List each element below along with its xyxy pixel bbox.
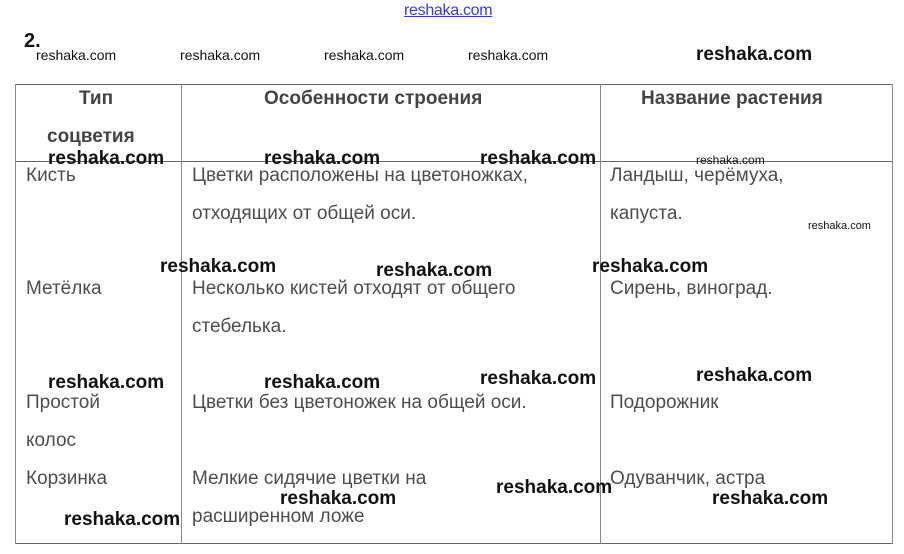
table-top-border bbox=[15, 84, 893, 85]
header-features: Особенности строения bbox=[264, 88, 483, 109]
row1-plants-line1: Ландыш, черёмуха, bbox=[610, 165, 784, 186]
watermark: reshaka.com bbox=[324, 47, 405, 63]
watermark: reshaka.com bbox=[496, 477, 613, 498]
row4-features-line2: расширенном ложе bbox=[192, 506, 365, 527]
task-number: 2. bbox=[24, 30, 41, 52]
watermark: reshaka.com bbox=[264, 372, 381, 393]
table-right-border bbox=[892, 84, 893, 544]
watermark: reshaka.com bbox=[480, 148, 597, 169]
watermark: reshaka.com bbox=[48, 148, 165, 169]
watermark: reshaka.com bbox=[696, 365, 813, 386]
watermark: reshaka.com bbox=[808, 220, 871, 232]
watermark: reshaka.com bbox=[376, 260, 493, 281]
watermark: reshaka.com bbox=[160, 256, 277, 277]
watermark: reshaka.com bbox=[48, 372, 165, 393]
row1-features-line2: отходящих от общей оси. bbox=[192, 203, 417, 224]
row3-type-line1: Простой bbox=[26, 392, 100, 413]
row4-type: Корзинка bbox=[26, 468, 108, 489]
watermark: reshaka.com bbox=[468, 47, 549, 63]
site-link[interactable]: reshaka.com bbox=[404, 2, 493, 19]
table-left-border bbox=[15, 84, 16, 544]
row4-features-line1: Мелкие сидячие цветки на bbox=[192, 468, 427, 489]
watermark: reshaka.com bbox=[64, 509, 181, 530]
watermark: reshaka.com bbox=[696, 153, 765, 167]
watermark: reshaka.com bbox=[712, 488, 829, 509]
table-bottom-border bbox=[15, 543, 893, 544]
row3-type-line2: колос bbox=[26, 430, 77, 451]
header-type-line1: Тип bbox=[79, 88, 114, 109]
row1-plants-line2: капуста. bbox=[610, 203, 683, 224]
watermark: reshaka.com bbox=[36, 47, 117, 63]
watermark: reshaka.com bbox=[280, 488, 397, 509]
row1-type: Кисть bbox=[26, 165, 76, 186]
row2-features-line1: Несколько кистей отходят от общего bbox=[192, 278, 516, 299]
watermark: reshaka.com bbox=[696, 44, 813, 65]
watermark: reshaka.com bbox=[592, 256, 709, 277]
row2-type: Метёлка bbox=[26, 278, 102, 299]
table-col-divider-1 bbox=[181, 84, 182, 544]
table-col-divider-2 bbox=[600, 84, 601, 544]
header-type-line2: соцветия bbox=[47, 126, 135, 147]
watermark: reshaka.com bbox=[480, 368, 597, 389]
row3-plants-line1: Подорожник bbox=[610, 392, 719, 413]
row1-features-line1: Цветки расположены на цветоножках, bbox=[192, 165, 528, 186]
row2-features-line2: стебелька. bbox=[192, 316, 287, 337]
watermark: reshaka.com bbox=[180, 47, 261, 63]
row2-plants-line1: Сирень, виноград. bbox=[610, 278, 773, 299]
watermark: reshaka.com bbox=[264, 148, 381, 169]
row4-plants-line1: Одуванчик, астра bbox=[610, 468, 766, 489]
row3-features-line1: Цветки без цветоножек на общей оси. bbox=[192, 392, 527, 413]
header-plants: Название растения bbox=[641, 88, 823, 109]
